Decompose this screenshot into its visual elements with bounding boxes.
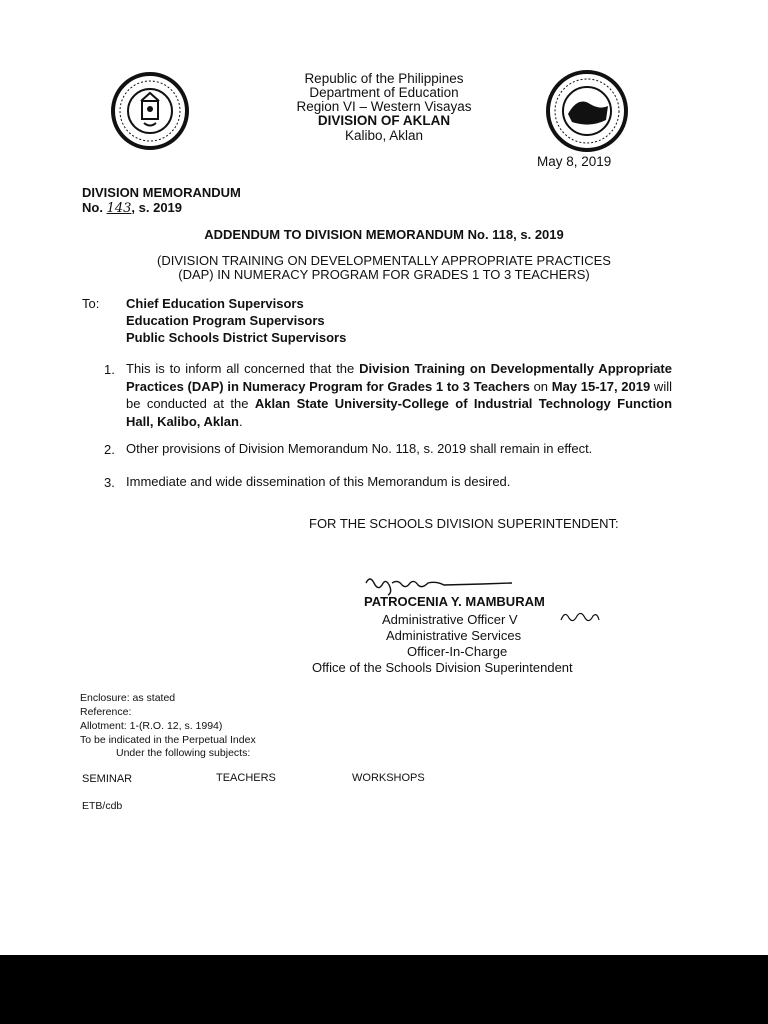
item-1-text-part: . [238, 413, 243, 429]
addendum-title: ADDENDUM TO DIVISION MEMORANDUM No. 118, s. 2019 [204, 227, 564, 242]
recipient-program-supervisors: Education Program Supervisors [126, 313, 325, 328]
signatory-title-2: Administrative Services [386, 628, 522, 643]
item-2-text: Other provisions of Division Memorandum No. 118, s. 2019 shall remain in effect. [126, 441, 593, 456]
memo-type: DIVISION MEMORANDUM [82, 185, 241, 200]
footer-enclosure: Enclosure: as stated [80, 692, 176, 704]
recipient-chief-supervisors: Chief Education Supervisors [126, 296, 304, 311]
item-1-dates: May 15-17, 2019 [551, 378, 651, 394]
signatory-name: PATROCENIA Y. MAMBURAM [364, 594, 545, 609]
header-department: Department of Education [309, 85, 459, 100]
item-1-venue: Aklan State University-College of Industrial Technology Function Hall, Kalibo, Aklan [126, 396, 673, 429]
item-1-number: 1. [104, 362, 115, 377]
header-region: Region VI – Western Visayas [296, 99, 472, 114]
initials-graphic [559, 606, 603, 628]
memo-series: , s. 2019 [131, 200, 183, 215]
item-1-text-part: on [529, 378, 552, 394]
header-republic: Republic of the Philippines [304, 71, 464, 86]
memo-number-prefix: No. [82, 200, 103, 215]
footer-perpetual-index: To be indicated in the Perpetual Index [80, 734, 256, 746]
item-3-number: 3. [104, 475, 115, 490]
signatory-title-3: Officer-In-Charge [407, 644, 508, 659]
item-1-text-part: This is to inform all concerned that the [126, 361, 360, 376]
scan-bottom-border [0, 955, 768, 1024]
to-label: To: [82, 296, 100, 311]
memo-number [82, 200, 182, 216]
item-1-text-part: will be conducted at the [126, 378, 672, 411]
footer-initials: ETB/cdb [82, 800, 123, 812]
item-1-training-name: Division Training on Developmentally Appropriate Practices (DAP) in Numeracy Program for Grades 1 to 3 Teachers [126, 361, 672, 394]
footer-subjects-intro: Under the following subjects: [116, 747, 251, 759]
training-title-line2: (DAP) IN NUMERACY PROGRAM FOR GRADES 1 TO 3 TEACHERS) [178, 267, 590, 282]
header-location: Kalibo, Aklan [344, 128, 424, 143]
subject-teachers: TEACHERS [216, 772, 276, 784]
memo-number-handwritten: 143 [106, 201, 132, 216]
recipient-district-supervisors: Public Schools District Supervisors [126, 330, 347, 345]
item-1-text [126, 360, 672, 430]
closing-line: FOR THE SCHOOLS DIVISION SUPERINTENDENT: [309, 516, 619, 531]
memo-date: May 8, 2019 [537, 154, 612, 169]
item-2-number: 2. [104, 442, 115, 457]
subject-workshops: WORKSHOPS [352, 772, 425, 784]
footer-reference: Reference: [80, 706, 132, 718]
subject-seminar: SEMINAR [82, 773, 133, 785]
footer-allotment: Allotment: 1-(R.O. 12, s. 1994) [80, 720, 223, 732]
signatory-title-4: Office of the Schools Division Superintendent [312, 660, 573, 675]
item-3-text: Immediate and wide dissemination of this Memorandum is desired. [126, 474, 511, 489]
signatory-title-1: Administrative Officer V [382, 612, 518, 627]
header-division: DIVISION OF AKLAN [317, 113, 451, 128]
training-title-line1: (DIVISION TRAINING ON DEVELOPMENTALLY APPROPRIATE PRACTICES [157, 253, 611, 268]
